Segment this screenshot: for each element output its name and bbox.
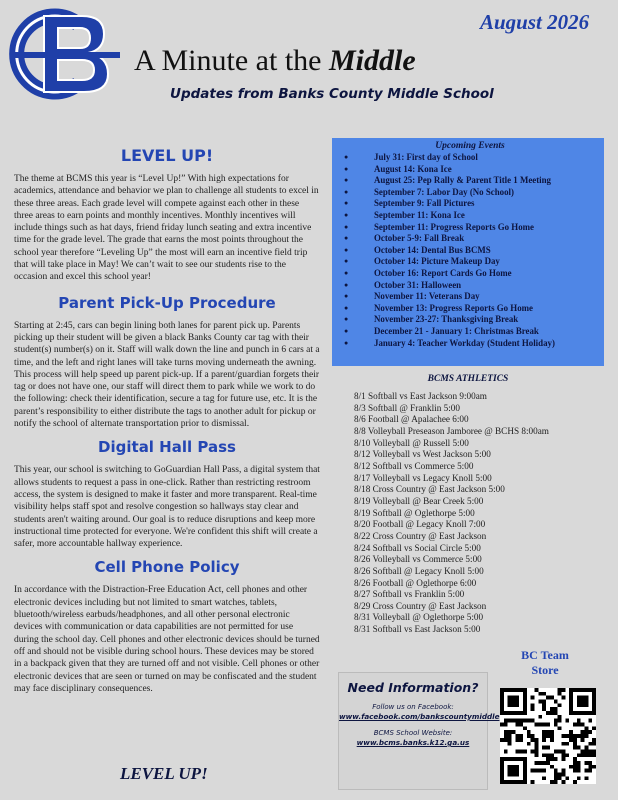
athletics-item: 8/26 Volleyball vs Commerce 5:00 [354, 554, 482, 565]
event-item [344, 222, 596, 234]
event-text: October 5-9: Fall Break [374, 233, 465, 244]
left-column [14, 140, 320, 695]
bullet-icon: ● [344, 153, 349, 161]
event-item [344, 291, 596, 303]
athletics-item: 8/8 Volleyball Preseason Jamboree @ BCHS 8:00am [354, 425, 549, 436]
event-item [344, 338, 596, 350]
phone-policy-heading: Cell Phone Policy [94, 558, 240, 577]
event-item [344, 233, 596, 245]
team-store-label: BC Team Store [521, 648, 569, 677]
title-emphasis: Middle [328, 44, 416, 77]
pickup-body: Starting at 2:45, cars can begin lining both lanes for parent pick up. Parents picking up their student will be given a black Banks County car tag with their student(s) number(s) on it. Staff will walk down the line and punch in 6 cars at a time, and the left and right lanes will take turns moving underneath the awning. This process will help speed up parent pick-up. If a parent/guardian forgets their tag or does not have one, our staff will direct them to park while we work to do the following: check their identification, secure a tag for future use, etc. It is the parent’s responsibility to either distribute the tags to another adult for pickup or notify the school of alternate transportation prior to dismissal. [14, 320, 320, 430]
athletics-item: 8/27 Softball vs Franklin 5:00 [354, 589, 465, 600]
event-item [344, 210, 596, 222]
athletics-item: 8/19 Softball @ Oglethorpe 5:00 [354, 507, 475, 518]
athletics-list [354, 391, 549, 636]
events-heading: Upcoming Events [435, 141, 505, 151]
athletics-item: 8/26 Football @ Oglethorpe 6:00 [354, 577, 477, 588]
athletics-item: 8/17 Volleyball vs Legacy Knoll 5:00 [354, 472, 492, 483]
bullet-icon: ● [344, 280, 349, 289]
event-text: November 23-27: Thanksgiving Break [374, 314, 519, 325]
event-text: August 14: Kona Ice [374, 163, 452, 174]
phone-policy-body: In accordance with the Distraction-Free Education Act, cell phones and other electronic devices including but not limited to smart watches, tablets, bluetooth/wireless earbuds/headphones, and all other personal electronic devices with communication or data capabilities are not permitted for use during the school day. Cell phones and other electronic devices should be turned off and should not be visible during school hours. These devices may be stored in a backpack given that they are turned off and not visible. Cell phones or other electronic devices that are seen or turned on may be confiscated and the student may face disciplinary consequences. [14, 585, 320, 694]
athletics-item: 8/10 Volleyball @ Russell 5:00 [354, 437, 469, 448]
need-information-box [338, 672, 500, 790]
bullet-icon: ● [344, 222, 349, 231]
bullet-icon: ● [344, 338, 349, 347]
event-item [344, 245, 596, 257]
bullet-icon: ● [344, 199, 349, 208]
events-list [344, 152, 596, 349]
bullet-icon: ● [344, 187, 349, 196]
bullet-icon: ● [344, 164, 349, 173]
need-info-heading: Need Information? [347, 680, 479, 695]
event-text: October 14: Dental Bus BCMS [374, 244, 491, 255]
event-text: December 21 - January 1: Christmas Break [374, 325, 539, 336]
athletics-item: 8/1 Softball vs East Jackson 9:00am [354, 391, 487, 401]
newsletter-title [134, 44, 416, 78]
event-text: September 11: Kona Ice [374, 209, 465, 220]
event-item [344, 303, 596, 315]
event-text: August 25: Pep Rally & Parent Title 1 Meeting [374, 175, 551, 186]
issue-month: August 2026 [480, 10, 590, 34]
athletics-item: 8/20 Football @ Legacy Knoll 7:00 [354, 519, 486, 530]
athletics-item: 8/3 Softball @ Franklin 5:00 [354, 402, 460, 413]
event-text: October 16: Report Cards Go Home [374, 267, 512, 278]
athletics-item: 8/18 Cross Country @ East Jackson 5:00 [354, 484, 505, 495]
bullet-icon: ● [344, 234, 349, 243]
qr-code-icon[interactable] [500, 688, 596, 784]
levelup-footer: LEVEL UP! [120, 764, 208, 783]
event-text: October 31: Halloween [374, 279, 462, 290]
website-label: BCMS School Website: [373, 729, 453, 737]
title-prefix: A Minute at the [134, 44, 322, 77]
levelup-heading: LEVEL UP! [120, 146, 214, 165]
upcoming-events-box [332, 138, 604, 366]
event-item [344, 198, 596, 210]
event-item [344, 164, 596, 176]
athletics-item: 8/12 Softball vs Commerce 5:00 [354, 460, 474, 471]
event-item [344, 280, 596, 292]
bc-logo [8, 6, 124, 102]
hall-pass-body: This year, our school is switching to GoGuardian Hall Pass, a digital system that allows students to request a pass in one-click. Rather than restricting restroom access, the system is designed to make it faster and more transparent. Real-time visibility helps staff spot and resolve congestion so hallways stay clear and students aren't waiting around. Our goal is to reduce disruptions and keep more instructional time protected for everyone. We're confident this shift will create a safer, more accountable hallway experience. [14, 465, 320, 550]
event-item [344, 256, 596, 268]
bullet-icon: ● [344, 315, 349, 324]
event-text: September 11: Progress Reports Go Home [374, 221, 534, 232]
event-item [344, 268, 596, 280]
event-text: November 13: Progress Reports Go Home [374, 302, 533, 313]
bullet-icon: ● [344, 268, 349, 277]
athletics-item: 8/31 Volleyball @ Oglethorpe 5:00 [354, 612, 484, 623]
event-text: November 11: Veterans Day [374, 291, 480, 302]
event-text: January 4: Teacher Workday (Student Holiday) [374, 337, 555, 348]
bullet-icon: ● [344, 257, 349, 266]
athletics-item: 8/12 Volleyball vs West Jackson 5:00 [354, 449, 491, 460]
event-item [344, 326, 596, 338]
event-text: September 9: Fall Pictures [374, 198, 475, 209]
hall-pass-heading: Digital Hall Pass [98, 438, 236, 457]
athletics-heading: BCMS ATHLETICS [427, 374, 509, 384]
newsletter-subtitle: Updates from Banks County Middle School [170, 86, 494, 102]
event-text: September 7: Labor Day (No School) [374, 186, 514, 197]
event-text: October 14: Picture Makeup Day [374, 256, 500, 267]
bullet-icon: ● [344, 303, 349, 312]
facebook-link[interactable]: www.facebook.com/bankscountymiddle [339, 712, 500, 721]
athletics-item: 8/24 Softball vs Social Circle 5:00 [354, 542, 481, 553]
website-link[interactable]: www.bcms.banks.k12.ga.us [356, 738, 470, 747]
bullet-icon: ● [344, 210, 349, 219]
bullet-icon: ● [344, 326, 349, 335]
bullet-icon: ● [344, 292, 349, 301]
athletics-item: 8/22 Cross Country @ East Jackson [354, 530, 487, 541]
athletics-item: 8/29 Cross Country @ East Jackson [354, 600, 487, 611]
bullet-icon: ● [344, 245, 349, 254]
levelup-body: The theme at BCMS this year is “Level Up!” With high expectations for academics, attendance and behavior we plan to challenge all students to excel in these three areas. Each grade level will compete against each other in these three areas to earn points and monthly incentives. Monthly incentives will include things such as hat days, friend friday lunch seating and extra incentive time for the grade level. The grade that earns the most points throughout the school year therefore “Leveling Up” the most will earn an incentive field trip that will take place in May! We can’t wait to see our students rise to the occasion and excel this school year! [14, 174, 319, 283]
pickup-heading: Parent Pick-Up Procedure [58, 293, 276, 312]
athletics-item: 8/31 Softball vs East Jackson 5:00 [354, 624, 481, 635]
event-item [344, 187, 596, 199]
event-item [344, 175, 596, 187]
athletics-item: 8/19 Volleyball @ Bear Creek 5:00 [354, 495, 484, 506]
bullet-icon: ● [344, 176, 349, 185]
athletics-item: 8/6 Football @ Apalachee 6:00 [354, 414, 469, 425]
event-text: July 31: First day of School [374, 152, 478, 162]
facebook-label: Follow us on Facebook: [372, 703, 454, 711]
event-item [344, 152, 596, 164]
athletics-item: 8/26 Softball @ Legacy Knoll 5:00 [354, 565, 484, 576]
event-item [344, 314, 596, 326]
